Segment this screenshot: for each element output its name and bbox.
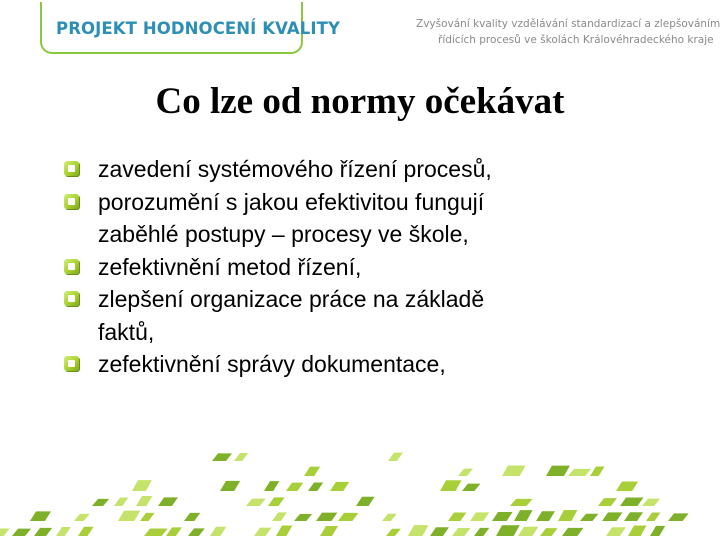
pattern-tile xyxy=(276,525,292,536)
bullet-item xyxy=(62,186,692,251)
pattern-tile xyxy=(92,499,109,506)
bullet-text: zefektivnění správy dokumentace, xyxy=(98,351,446,377)
pattern-tile xyxy=(158,497,178,506)
pattern-tile xyxy=(514,510,533,521)
pattern-tile xyxy=(114,497,128,506)
pattern-tile xyxy=(562,528,583,536)
pattern-tile xyxy=(0,529,10,536)
pattern-tile xyxy=(136,496,152,506)
square-bullet-icon xyxy=(64,259,79,274)
pattern-tile xyxy=(272,512,287,521)
pattern-tile xyxy=(590,466,605,476)
pattern-tile xyxy=(624,512,643,521)
pattern-tile xyxy=(474,528,489,536)
pattern-tile xyxy=(598,498,617,506)
pattern-tile xyxy=(264,481,279,491)
pattern-tile xyxy=(286,483,303,491)
pattern-tile xyxy=(580,514,598,521)
pattern-tile xyxy=(308,482,323,491)
bullet-item xyxy=(62,251,692,284)
pattern-tile xyxy=(602,512,623,521)
bullet-text: zlepšení organizace práce na základě xyxy=(98,286,485,312)
pattern-tile xyxy=(492,512,513,521)
square-bullet-icon xyxy=(64,356,79,371)
pattern-tile xyxy=(132,480,152,491)
pattern-tile xyxy=(254,528,272,536)
pattern-tile xyxy=(440,480,462,491)
bullet-text-continued: faktů, xyxy=(98,318,155,345)
pattern-tile xyxy=(620,497,643,506)
pattern-tile xyxy=(448,512,466,521)
pattern-tile xyxy=(210,527,226,536)
pattern-tile xyxy=(408,525,428,536)
pattern-tile xyxy=(510,499,533,506)
bullet-text: zefektivnění metod řízení, xyxy=(98,253,362,280)
pattern-tile xyxy=(536,511,555,521)
project-subtitle xyxy=(400,16,720,48)
pattern-tile xyxy=(74,514,90,521)
pattern-tile xyxy=(650,526,665,536)
pattern-tile xyxy=(382,514,397,521)
pattern-tile xyxy=(540,528,558,536)
pattern-tile xyxy=(452,528,470,536)
pattern-tile xyxy=(646,513,661,521)
bullet-text-continued: zaběhlé postupy – procesy ve škole, xyxy=(98,221,469,247)
pattern-tile xyxy=(56,527,71,536)
pattern-tile xyxy=(606,527,626,536)
pattern-tile xyxy=(234,453,248,461)
bullet-item xyxy=(62,153,692,186)
pattern-tile xyxy=(30,511,51,521)
pattern-tile xyxy=(268,497,285,506)
bullet-text: porozumění s jakou efektivitou fungují xyxy=(98,188,485,215)
pattern-tile xyxy=(616,482,638,491)
logo-text: PROJEKT HODNOCENÍ KVALITY xyxy=(56,19,341,38)
pattern-tile xyxy=(320,526,338,536)
bullet-list xyxy=(62,153,692,381)
decorative-green-pattern xyxy=(0,440,720,540)
bullet-item xyxy=(62,283,692,348)
pattern-tile xyxy=(502,466,526,476)
pattern-tile xyxy=(356,497,375,506)
pattern-tile xyxy=(470,512,489,521)
square-bullet-icon xyxy=(64,291,79,306)
pattern-tile xyxy=(294,514,312,521)
pattern-tile xyxy=(140,513,155,521)
pattern-tile xyxy=(144,529,168,536)
pattern-tile xyxy=(558,510,577,521)
bullet-text: zavedení systémového řízení procesů, xyxy=(98,156,492,182)
pattern-tile xyxy=(246,499,266,506)
pattern-tile xyxy=(642,499,660,506)
pattern-tile xyxy=(34,528,52,536)
pattern-tile xyxy=(78,527,94,536)
pattern-tile xyxy=(212,453,232,461)
subtitle-line-2: řídících procesů ve školách Královéhradeckého kraje xyxy=(438,34,714,46)
subtitle-line-1: Zvyšování kvality vzdělávání standardizací a zlepšováním xyxy=(416,18,720,30)
pattern-tile xyxy=(12,529,31,536)
slide-title: Co lze od normy očekávat xyxy=(155,81,565,122)
pattern-tile xyxy=(166,527,182,536)
pattern-tile xyxy=(330,482,349,491)
pattern-tile xyxy=(220,481,240,491)
pattern-tile xyxy=(118,511,140,521)
pattern-tile xyxy=(628,526,647,536)
pattern-tile xyxy=(386,529,401,536)
project-logo xyxy=(40,2,341,54)
pattern-tile xyxy=(316,513,337,521)
pattern-tile xyxy=(184,513,200,521)
pattern-tile xyxy=(668,513,689,521)
pattern-tile xyxy=(496,525,520,536)
pattern-tile xyxy=(338,513,358,521)
pattern-tile xyxy=(518,527,538,536)
pattern-tile xyxy=(430,527,449,536)
square-bullet-icon xyxy=(64,161,79,176)
square-bullet-icon xyxy=(64,194,79,209)
pattern-tile xyxy=(568,469,591,476)
pattern-tile xyxy=(458,469,473,476)
pattern-tile xyxy=(388,453,403,461)
pattern-tile xyxy=(462,484,480,491)
pattern-tile xyxy=(188,528,205,536)
pattern-tile xyxy=(304,467,320,476)
pattern-tile xyxy=(546,466,570,476)
bullet-item xyxy=(62,348,692,381)
